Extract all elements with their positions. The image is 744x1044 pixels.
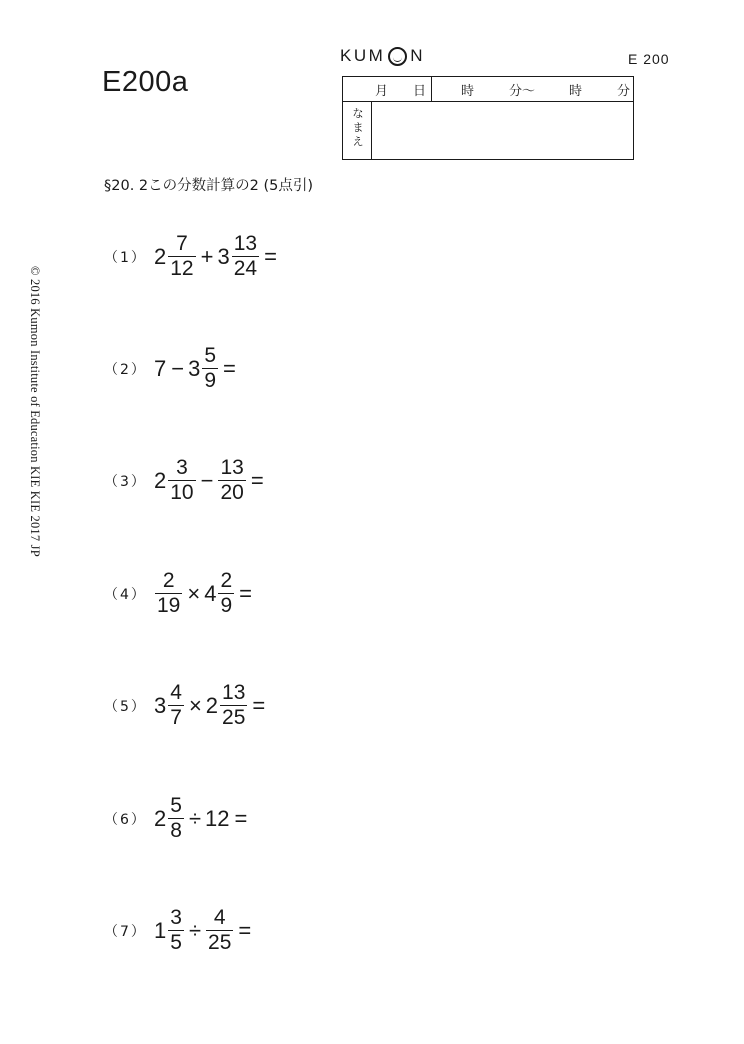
denominator: 9 <box>220 594 233 617</box>
fraction <box>168 456 195 505</box>
denominator: 19 <box>157 594 181 617</box>
equals-sign: = <box>250 467 264 493</box>
fraction <box>218 569 234 618</box>
equals-sign: = <box>238 917 252 943</box>
problem-1 <box>104 232 281 281</box>
operator: × <box>188 692 202 718</box>
denominator: 24 <box>233 257 258 280</box>
whole-number: 3 <box>154 692 167 718</box>
equals-sign: = <box>239 580 253 606</box>
copyright-text: © 2016 Kumon Institute of Education KIE KIE 2017 JP <box>28 266 42 557</box>
denominator: 9 <box>204 369 217 392</box>
problem-2 <box>104 344 240 393</box>
numerator: 13 <box>222 681 246 704</box>
fraction <box>155 569 182 618</box>
problem-number: （2） <box>104 361 147 378</box>
level-code: E 200 <box>628 51 670 67</box>
fraction <box>168 681 184 730</box>
problem-number: （3） <box>104 473 147 490</box>
denominator: 8 <box>170 819 182 842</box>
operator: ÷ <box>188 805 202 831</box>
problem-number: （1） <box>104 249 147 266</box>
logo-text-left: KUM <box>340 46 386 65</box>
whole-number: 4 <box>204 580 217 606</box>
end-minute-label: 分 <box>617 84 631 99</box>
start-minute-label: 分〜 <box>509 84 536 99</box>
worksheet-code: E200a <box>102 66 189 98</box>
numerator: 2 <box>220 569 233 592</box>
whole-number: 12 <box>205 805 230 831</box>
fraction <box>218 456 245 505</box>
denominator: 7 <box>170 706 182 729</box>
name-label: なまえ <box>352 107 364 148</box>
problem-number: （5） <box>104 698 147 715</box>
whole-number: 2 <box>154 805 167 831</box>
equals-sign: = <box>252 692 266 718</box>
problem-6 <box>104 794 251 843</box>
record-box <box>342 76 634 160</box>
numerator: 3 <box>176 456 188 479</box>
day-label: 日 <box>413 84 427 99</box>
record-box-divider <box>343 101 633 102</box>
whole-number: 2 <box>154 467 167 493</box>
whole-number: 3 <box>188 355 201 381</box>
section-title: §20. 2この分数計算の2 (5点引) <box>104 178 314 194</box>
month-label: 月 <box>375 84 389 99</box>
whole-number: 2 <box>154 243 167 269</box>
problem-5 <box>104 681 269 730</box>
equals-sign: = <box>264 243 277 269</box>
denominator: 25 <box>208 931 232 954</box>
numerator: 5 <box>204 344 217 367</box>
end-hour-label: 時 <box>569 84 583 99</box>
whole-number: 1 <box>154 917 167 943</box>
numerator: 4 <box>213 906 226 929</box>
fraction <box>206 906 233 955</box>
copyright-notice <box>24 266 42 626</box>
equals-sign: = <box>234 805 248 831</box>
fraction <box>220 681 247 730</box>
numerator: 3 <box>170 906 182 929</box>
fraction <box>168 794 184 843</box>
denominator: 5 <box>170 931 182 954</box>
fraction <box>168 232 195 281</box>
whole-number: 2 <box>205 692 219 718</box>
numerator: 5 <box>170 794 182 817</box>
operator: − <box>200 467 214 493</box>
operator: ÷ <box>188 917 202 943</box>
numerator: 7 <box>176 232 188 255</box>
problem-3 <box>104 456 268 505</box>
numerator: 13 <box>233 232 258 255</box>
whole-number: 7 <box>154 355 167 381</box>
problem-7 <box>104 906 255 955</box>
start-hour-label: 時 <box>461 84 475 99</box>
numerator: 2 <box>162 569 175 592</box>
fraction <box>232 232 259 281</box>
problem-4 <box>104 569 256 618</box>
fraction <box>168 906 184 955</box>
date-divider <box>431 77 432 101</box>
operator: × <box>187 580 201 606</box>
name-divider <box>371 101 372 159</box>
denominator: 10 <box>170 481 194 504</box>
denominator: 20 <box>220 481 244 504</box>
logo-text-right: N <box>410 46 426 65</box>
smile-face-icon <box>388 47 407 66</box>
kumon-logo <box>340 46 425 66</box>
denominator: 25 <box>222 706 246 729</box>
numerator: 4 <box>170 681 182 704</box>
problem-number: （4） <box>104 586 147 603</box>
whole-number: 3 <box>217 243 230 269</box>
fraction <box>202 344 218 393</box>
problem-number: （6） <box>104 811 147 828</box>
operator: − <box>171 355 185 381</box>
denominator: 12 <box>170 257 194 280</box>
numerator: 13 <box>220 456 244 479</box>
equals-sign: = <box>223 355 236 381</box>
problem-number: （7） <box>104 923 147 940</box>
operator: + <box>200 243 214 269</box>
